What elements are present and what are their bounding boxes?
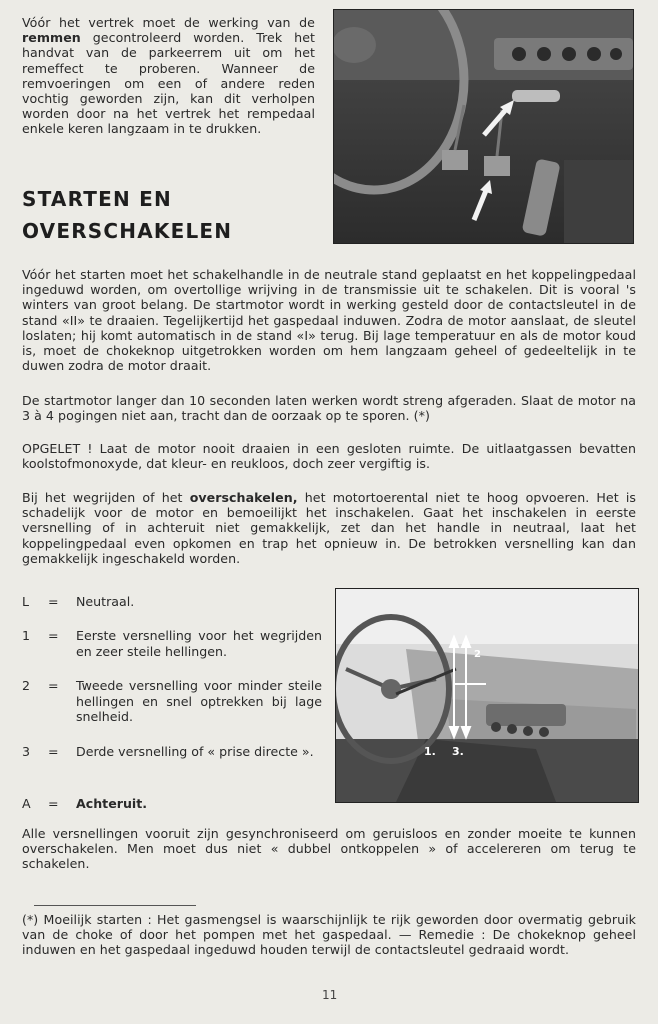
gear-label-2: 2 (474, 649, 481, 660)
dashboard-illustration (336, 589, 638, 802)
synchro-paragraph: Alle versnellingen vooruit zijn gesynchroniseerd om geruisloos en zonder moeite te kunnen overschakelen. Men moet dus niet « dubbel ontkoppelen » of accelereren om terug te schakelen. (22, 826, 636, 872)
manual-page: Vóór het vertrek moet de werking van de remmen gecontroleerd worden. Trek het handvat van de parkeerrem uit om het remeffect te proberen. Wanneer de remvoeringen om een of andere reden vochtig geworden zijn, kan dit verholpen worden door na het vertrek het rempedaal enkele keren langzaam in te drukken. STARTEN EN OVERSCHAKELEN Vóór het starten moet het schakelhandle in de neutrale stand geplaatst en het koppelingpedaal ingeduwd worden, om overtollige wrijving in de transmissie uit te schakelen. Dit is vooral 's winters van groot belang. De startmotor wordt in werking gesteld door de contactsleutel in de stand «II» te draaien. Tegelijkertijd het gaspedaal induwen. Zodra de motor aanslaat, de sleutel loslaten; hij komt automatisch in de stand «I» terug. Bij lage temperatuur en als de motor koud is, moet de chokeknop uitgetrokken worden om hem langzaam geheel of gedeeltelijk in te duwen zodra de motor draait. De startmotor langer dan 10 seconden laten werken wordt streng afgeraden. Slaat de motor na 3 à 4 pogingen niet aan, tracht dan de oorzaak op te sporen. (*) OPGELET ! Laat de motor nooit draaien in een gesloten ruimte. De uitlaatgassen bevatten koolstofmonoxyde, dat kleur- en reukloos, doch zeer vergiftig is. Bij het wegrijden of het overschakelen, het motortoerental niet te hoog opvoeren. Het is schadelijk voor de motor en bemoeilijkt het inschakelen. Gaat het inschakelen in eerste versnelling of in achteruit niet gemakkelijk, zet dan het handle in neutraal, laat het koppelingpedaal even opkomen en trap het opnieuw in. De betrokken versnelling kan dan gemakkelijk ingeschakeld worden. L = Neutraal. 1 = Eerste versnelling voor het wegrijden en zeer steile hellingen. 2 = Tweede versnelling voor minder steile hellingen en snel optrekken bij lage snelheid. 3 = Derde versnelling of « prise directe ». A = Achteruit. 1. 3. 2 Alle versnellingen vooruit zijn gesynchroniseerd om geruisloos en zonder moeite te kunnen overschakelen. Men moet dus niet « dubbel ontkoppelen » of accelereren om terug te schakelen. (*) Moeilijk starten : Het gasmengsel is waarschijnlijk te rijk geworden door overmatig gebruik van de choke of door het pompen met het gaspedaal. — Remedie : De chokeknop geheel induwen en het gaspedaal ingeduwd houden terwijl de contactsleutel gedraaid wordt. 11 (0, 0, 658, 1024)
gear-label-3: 3. (452, 745, 464, 758)
gear-label-1: 1. (424, 745, 436, 758)
bold-overschakelen: overschakelen, (189, 490, 298, 505)
startmotor-paragraph: De startmotor langer dan 10 seconden laten werken wordt streng afgeraden. Slaat de motor na 3 à 4 pogingen niet aan, tracht dan de oorzaak op te sporen. (*) (22, 393, 636, 424)
starting-paragraph: Vóór het starten moet het schakelhandle in de neutrale stand geplaatst en het koppelingpedaal ingeduwd worden, om overtollige wrijving in de transmissie uit te schakelen. Dit is vooral 's winters van groot belang. De startmotor wordt in werking gesteld door de contactsleutel in de stand «II» te draaien. Tegelijkertijd het gaspedaal induwen. Zodra de motor aanslaat, de sleutel loslaten; hij komt automatisch in de stand «I» terug. Bij lage temperatuur en als de motor koud is, moet de chokeknop uitgetrokken worden om hem langzaam geheel of gedeeltelijk in te duwen zodra de motor draait. (22, 267, 636, 374)
dashboard-photo (335, 588, 639, 803)
brake-check-paragraph: Vóór het vertrek moet de werking van de remmen gecontroleerd worden. Trek het handvat van de parkeerrem uit om het remeffect te proberen. Wanneer de remvoeringen om een of andere reden vochtig geworden zijn, kan dit verholpen worden door na het vertrek het rempedaal enkele keren langzaam in te drukken. (22, 15, 315, 137)
footnote: (*) Moeilijk starten : Het gasmengsel is waarschijnlijk te rijk geworden door overmatig gebruik van de choke of door het pompen met het gaspedaal. — Remedie : De chokeknop geheel induwen en het gaspedaal ingeduwd houden terwijl de contactsleutel gedraaid wordt. (22, 912, 636, 958)
bold-remmen: remmen (22, 30, 81, 46)
pedals-illustration (334, 10, 633, 243)
section-heading: STARTEN EN OVERSCHAKELEN (22, 187, 233, 243)
footnote-divider (34, 905, 196, 906)
pedals-photo (333, 9, 634, 244)
shifting-paragraph: Bij het wegrijden of het overschakelen, het motortoerental niet te hoog opvoeren. Het is schadelijk voor de motor en bemoeilijkt het inschakelen. Gaat het inschakelen in eerste versnelling of in achteruit niet gemakkelijk, zet dan het handle in neutraal, laat het koppelingpedaal even opkomen en trap het opnieuw in. De betrokken versnelling kan dan gemakkelijk ingeschakeld worden. (22, 490, 636, 566)
warning-paragraph: OPGELET ! Laat de motor nooit draaien in een gesloten ruimte. De uitlaatgassen bevatten koolstofmonoxyde, dat kleur- en reukloos, doch zeer vergiftig is. (22, 441, 636, 472)
page-number: 11 (322, 988, 338, 1002)
